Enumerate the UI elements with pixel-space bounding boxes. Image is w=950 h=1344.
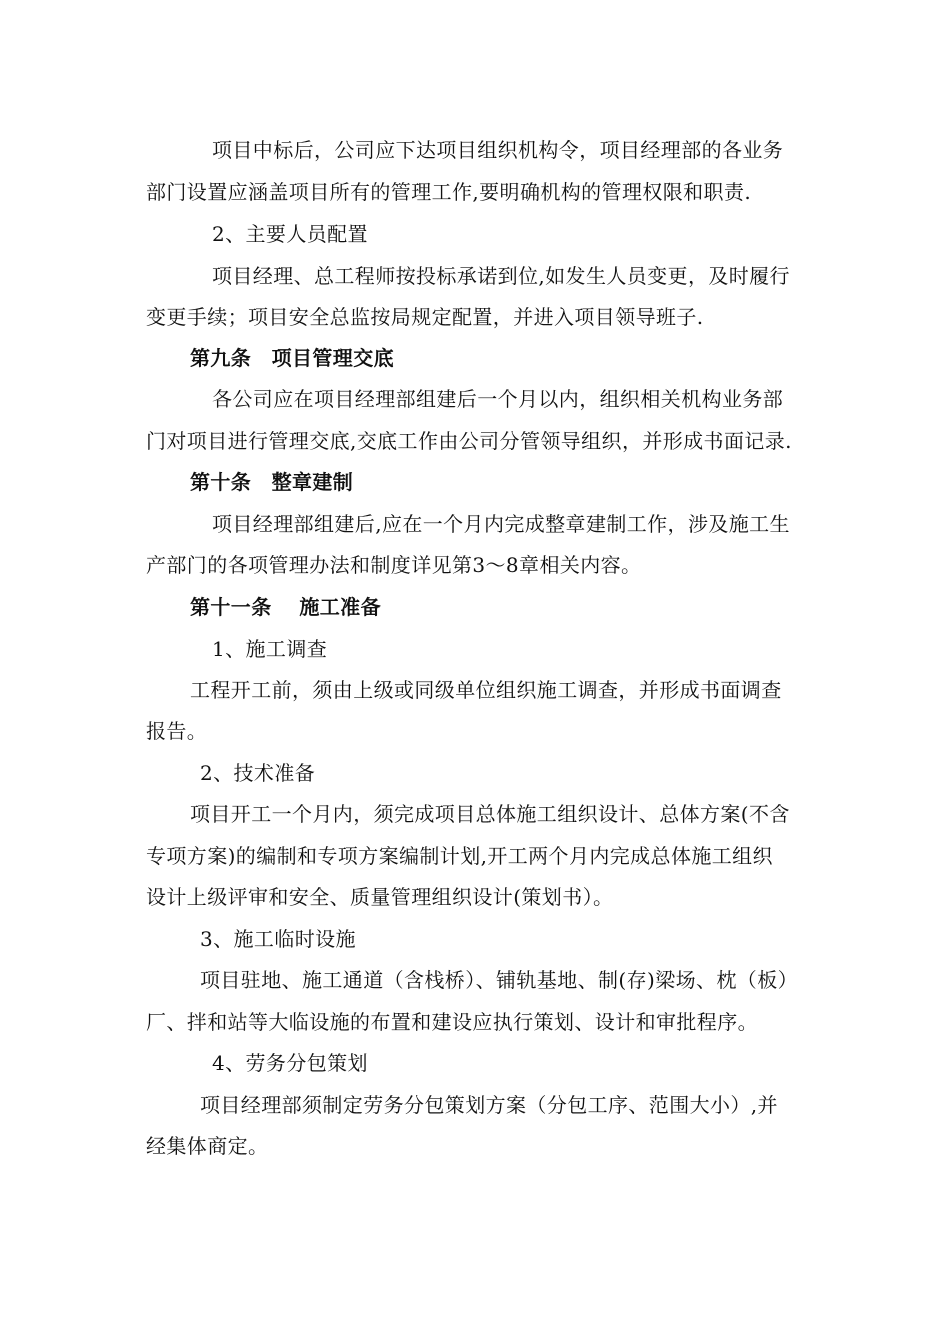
subsection-title: 1、施工调查 xyxy=(212,637,328,661)
paragraph-line: 报告。 xyxy=(146,719,208,743)
article-heading: 第九条 项目管理交底 xyxy=(190,346,394,370)
paragraph-line: 项目经理部组建后,应在一个月内完成整章建制工作，涉及施工生 xyxy=(212,512,790,536)
article-heading: 第十一条 施工准备 xyxy=(190,595,381,619)
paragraph-line: 经集体商定。 xyxy=(146,1134,269,1158)
paragraph-line: 门对项目进行管理交底,交底工作由公司分管领导组织，并形成书面记录. xyxy=(146,429,792,453)
paragraph-line: 项目驻地、施工通道（含栈桥）、铺轨基地、制(存)梁场、枕（板） xyxy=(200,968,799,992)
paragraph-line: 部门设置应涵盖项目所有的管理工作,要明确机构的管理权限和职责. xyxy=(146,180,752,204)
subsection-title: 2、技术准备 xyxy=(200,761,316,785)
paragraph-line: 项目开工一个月内，须完成项目总体施工组织设计、总体方案(不含 xyxy=(190,802,790,826)
paragraph-line: 产部门的各项管理办法和制度详见第3～8章相关内容。 xyxy=(146,553,642,577)
paragraph-line: 变更手续；项目安全总监按局规定配置，并进入项目领导班子. xyxy=(146,305,704,329)
paragraph-line: 专项方案)的编制和专项方案编制计划,开工两个月内完成总体施工组织 xyxy=(146,844,773,868)
paragraph-line: 工程开工前，须由上级或同级单位组织施工调查，并形成书面调查 xyxy=(190,678,782,702)
subsection-title: 3、施工临时设施 xyxy=(200,927,356,951)
subsection-title: 2、主要人员配置 xyxy=(212,222,368,246)
subsection-title: 4、劳务分包策划 xyxy=(212,1051,368,1075)
article-heading: 第十条 整章建制 xyxy=(190,470,354,494)
paragraph-line: 项目经理、总工程师按投标承诺到位,如发生人员变更，及时履行 xyxy=(212,264,790,288)
paragraph-line: 各公司应在项目经理部组建后一个月以内，组织相关机构业务部 xyxy=(212,387,784,411)
paragraph-line: 设计上级评审和安全、质量管理组织设计(策划书）。 xyxy=(146,885,614,909)
paragraph-line: 项目中标后，公司应下达项目组织机构令，项目经理部的各业务 xyxy=(212,138,784,162)
paragraph-line: 厂、拌和站等大临设施的布置和建设应执行策划、设计和审批程序。 xyxy=(146,1010,758,1034)
paragraph-line: 项目经理部须制定劳务分包策划方案（分包工序、范围大小）,并 xyxy=(200,1093,778,1117)
